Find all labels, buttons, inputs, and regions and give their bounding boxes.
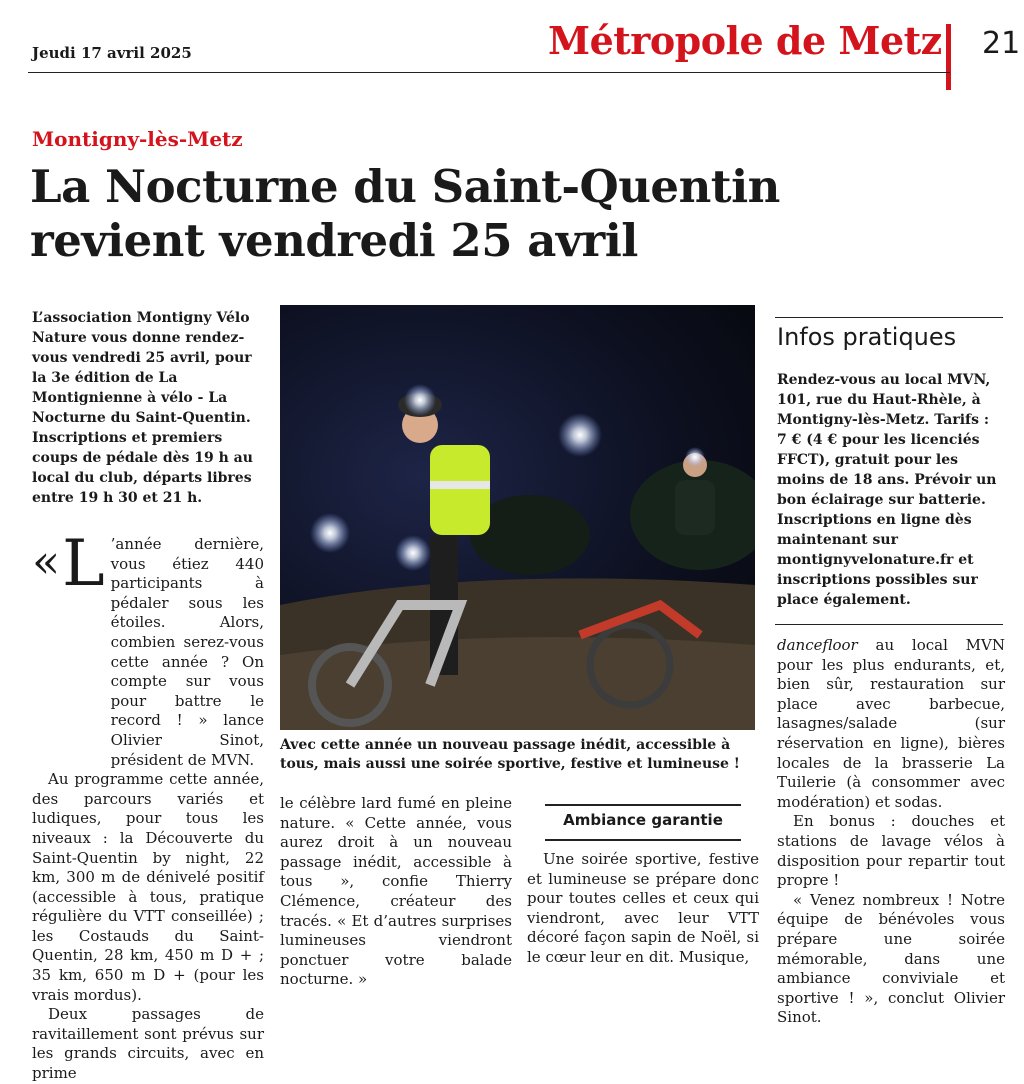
article-column-2 — [280, 794, 512, 990]
subhead-bottom-rule — [545, 839, 741, 841]
dancefloor-word: dancefloor — [777, 636, 858, 654]
paragraph-ravitaillement: Deux passages de ravitaillement sont prévus sur les grands circuits, avec en prime — [32, 1005, 264, 1083]
article-column-1 — [32, 527, 264, 1084]
section-title: Métropole de Metz — [548, 18, 942, 63]
subhead-top-rule — [545, 804, 741, 806]
drop-cap: L — [62, 527, 105, 601]
article-column-4 — [777, 636, 1005, 1028]
article-headline — [30, 160, 990, 268]
infos-top-rule — [775, 317, 1003, 318]
subhead-ambiance: Ambiance garantie — [563, 811, 723, 829]
page-number: 21 — [982, 26, 1021, 61]
quote-mark: « — [32, 534, 61, 588]
issue-date: Jeudi 17 avril 2025 — [32, 44, 192, 62]
article-lead: L’association Montigny Vélo Nature vous donne rendez-vous vendredi 25 avril, pour la 3e édition de La Montignienne à vélo - La Nocturne du Saint-Quentin. Inscriptions et premiers coups de pédale dès 19 h au local du club, départs libres entre 19 h 30 et 21 h. — [32, 310, 253, 506]
paragraph-soiree: Une soirée sportive, festive et lumineuse se prépare donc pour toutes celles et ceux qui viendront, avec leur VTT décoré façon sapin de Noël, si le cœur leur en dit. Musique, — [527, 850, 759, 966]
photo-caption: Avec cette année un nouveau passage inédit, accessible à tous, mais aussi une soirée sportive, festive et lumineuse ! — [280, 737, 740, 772]
article-column-3 — [527, 850, 759, 968]
article-photo — [280, 305, 755, 730]
infos-bottom-rule — [775, 624, 1003, 625]
headline-line-2: revient vendredi 25 avril — [30, 214, 638, 267]
paragraph-program: Au programme cette année, des parcours variés et ludiques, pour tous les niveaux : la Découverte du Saint-Quentin by night, 22 km, 300 m de dénivelé positif (accessible à tous, pratique régulière du VTT conseillée) ; les Costauds du Saint-Quentin, 28 km, 450 m D + ; 35 km, 650 m D + (pour les vrais mordus). — [32, 770, 264, 1004]
header-divider — [28, 72, 950, 73]
article-kicker: Montigny-lès-Metz — [32, 127, 243, 151]
quote-text: ’année dernière, vous étiez 440 participants à pédaler sous les étoiles. Alors, combien serez-vous cette année ? On compte sur vous pour battre le record ! » lance Olivier Sinot, président de MVN. — [110, 535, 264, 769]
dancefloor-text: au local MVN pour les plus endurants, et, bien sûr, restauration sur place avec barbecue, lasagnes/salade (sur réservation en ligne), bières locales de la brasserie La Tuilerie (à consommer avec modération) et sodas. — [777, 636, 1005, 811]
paragraph-bonus: En bonus : douches et stations de lavage vélos à disposition pour repartir tout propre ! — [777, 812, 1005, 890]
paragraph-lard: le célèbre lard fumé en pleine nature. « Cette année, vous aurez droit à un nouveau passage inédit, accessible à tous », confie Thierry Clémence, créateur des tracés. « Et d’autres surprises lumineuses viendront ponctuer votre balade nocturne. » — [280, 794, 512, 989]
paragraph-dancefloor — [777, 636, 1005, 812]
headline-line-1: La Nocturne du Saint-Quentin — [30, 160, 780, 213]
night-cyclists-image — [280, 305, 755, 730]
infos-title: Infos pratiques — [777, 323, 957, 351]
opening-quote — [32, 527, 264, 770]
section-accent-bar — [946, 24, 951, 90]
infos-body: Rendez-vous au local MVN, 101, rue du Haut-Rhèle, à Montigny-lès-Metz. Tarifs : 7 € (4 € pour les licenciés FFCT), gratuit pour les moins de 18 ans. Prévoir un bon éclairage sur batterie. Inscriptions en ligne dès maintenant sur montignyvelonature.fr et inscriptions possibles sur place également. — [777, 372, 997, 608]
paragraph-conclusion: « Venez nombreux ! Notre équipe de bénévoles vous prépare une soirée mémorable, dans une ambiance conviviale et sportive ! », conclut Olivier Sinot. — [777, 890, 1005, 1027]
